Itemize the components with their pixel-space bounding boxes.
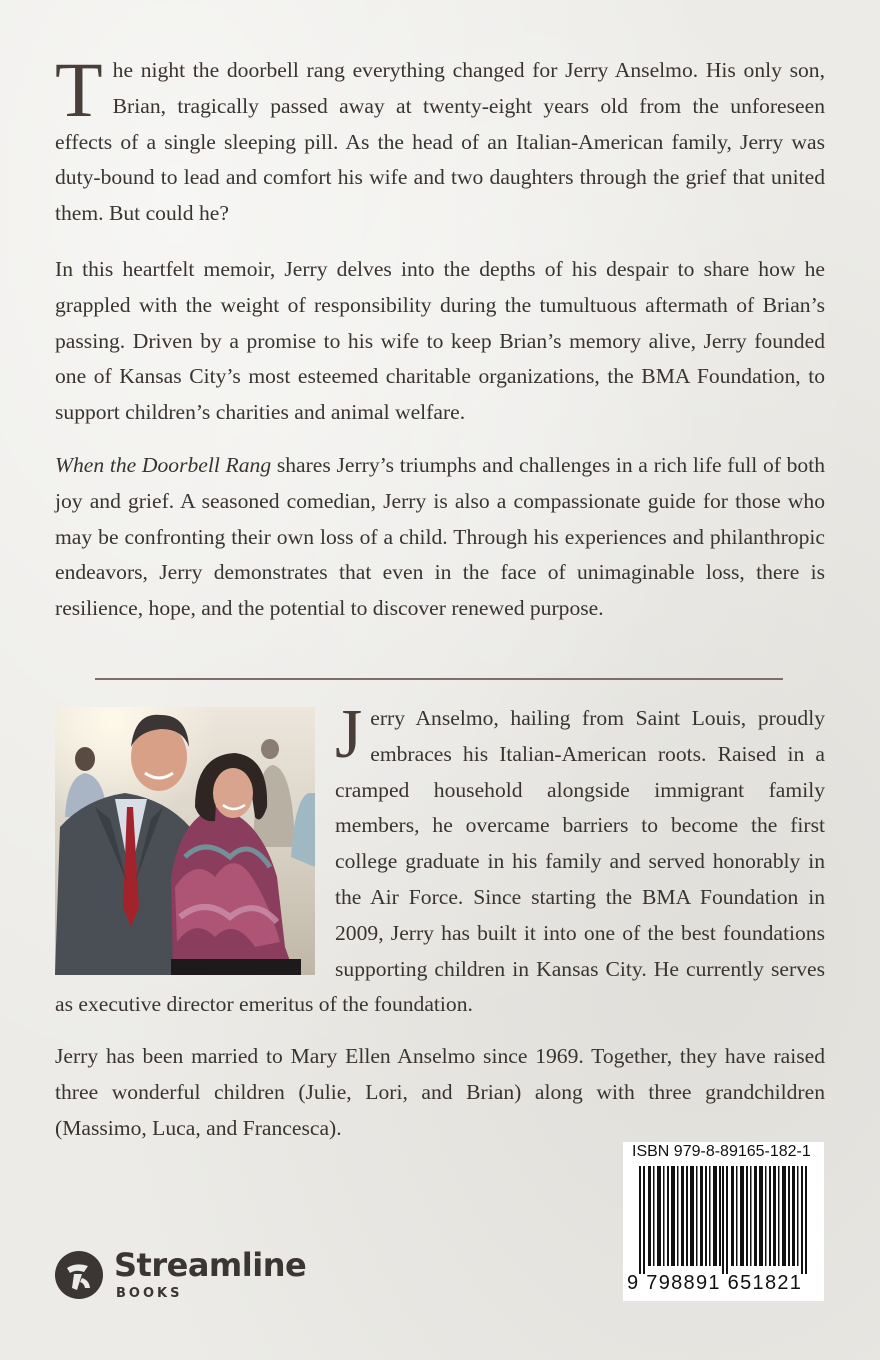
barcode-bars (639, 1166, 809, 1274)
section-divider (95, 678, 783, 680)
description-paragraph-3-text: shares Jerry’s triumphs and challenges in a rich life full of both joy and grief. A seasoned comedian, Jerry is also a compassionate guide for those who may be confronting their own loss of a child. Through his experiences and philanthropic endeavors, Jerry demonstrates that even in the face of unimaginable loss, there is resilience, hope, and the potential to discover renewed purpose. (55, 453, 825, 621)
drop-cap-t: T (55, 46, 103, 133)
isbn-label: ISBN 979-8-89165-182-1 (632, 1143, 811, 1160)
author-bio (55, 696, 825, 1023)
description-paragraph-2: In this heartfelt memoir, Jerry delves into the depths of his despair to share how he grappled with the weight of responsibility during the tumultuous aftermath of Brian’s passing. Driven by a promise to his wife to keep Brian’s memory alive, Jerry founded one of Kansas City’s most esteemed charitable organizations, the BMA Foundation, to support children’s charities and animal welfare. (55, 257, 825, 425)
author-bio-text: erry Anselmo, hailing from Saint Louis, proudly embraces his Italian-American roots. Raised in a cramped household alongside immigrant family members, he overcame barriers to become the first college graduate in his family and served honorably in the Air Force. Since starting the BMA Foundation in 2009, Jerry has built it into one of the best foundations supporting children in Kansas City. He currently serves as executive director emeritus of the foundation. (55, 706, 825, 1017)
description-paragraph-1-text: he night the doorbell rang everything changed for Jerry Anselmo. His only son, Brian, tragically passed away at twenty-eight years old from the unforeseen effects of a single sleeping pill. As the head of an Italian-American family, Jerry was duty-bound to lead and comfort his wife and two daughters through the grief that united them. But could he? (55, 58, 825, 226)
isbn-barcode (623, 1142, 824, 1301)
publisher-name: Streamline (114, 1246, 307, 1284)
author-family-paragraph: Jerry has been married to Mary Ellen Anselmo since 1969. Together, they have raised three wonderful children (Julie, Lori, and Brian) along with three grandchildren (Massimo, Luca, and Francesca). (55, 1044, 825, 1140)
publisher-sub: BOOKS (116, 1286, 183, 1301)
book-title: When the Doorbell Rang (55, 453, 272, 477)
description-paragraph-3 (55, 448, 825, 627)
streamline-logo-icon (54, 1250, 104, 1300)
barcode-digits: 9 798891 651821 (627, 1272, 803, 1294)
drop-cap-j: J (335, 696, 363, 773)
description-paragraph-1 (55, 46, 825, 232)
